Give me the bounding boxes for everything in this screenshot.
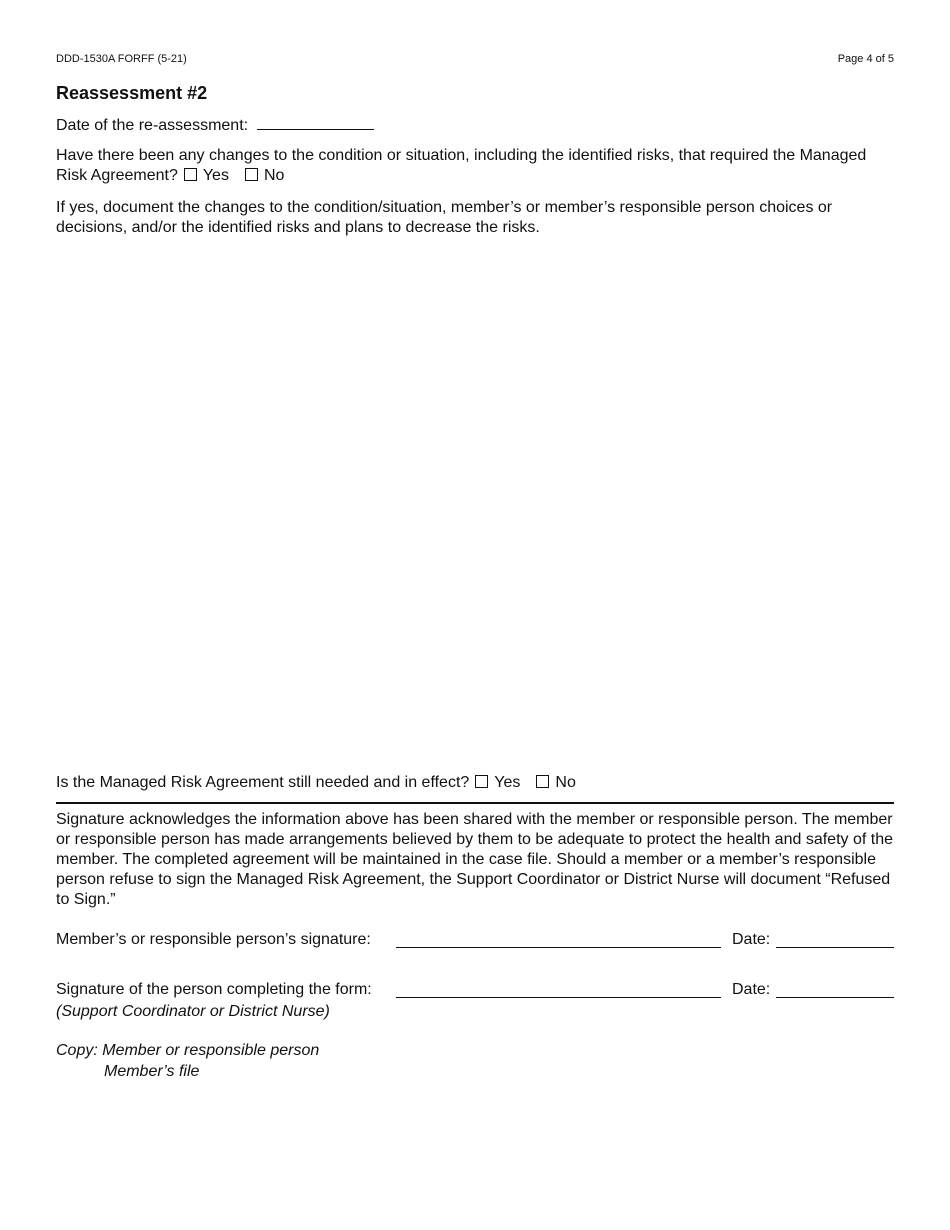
still-needed-question xyxy=(56,773,894,793)
completer-date-field[interactable] xyxy=(776,997,894,998)
page-header xyxy=(56,53,894,67)
completer-signature-label: Signature of the person completing the form: xyxy=(56,981,372,998)
member-signature-label: Member’s or responsible person’s signature: xyxy=(56,931,371,948)
changes-question-text: Have there been any changes to the condition or situation, including the identified risks, that required the Managed Risk Agreement? xyxy=(56,147,867,184)
still-needed-no-checkbox[interactable] xyxy=(536,775,549,788)
still-needed-yes-label: Yes xyxy=(494,774,521,791)
still-needed-question-text: Is the Managed Risk Agreement still needed and in effect? xyxy=(56,774,470,791)
page-number: Page 4 of 5 xyxy=(837,53,894,65)
completer-signature-field[interactable] xyxy=(396,997,721,998)
completer-date-label: Date: xyxy=(732,981,771,998)
changes-question xyxy=(56,146,894,186)
reassessment-date-field[interactable] xyxy=(257,115,374,130)
changes-no-label: No xyxy=(263,167,285,184)
if-yes-instructions: If yes, document the changes to the condition/situation, member’s or member’s responsible person choices or decisions, and/or the identified risks and plans to decrease the risks. xyxy=(56,199,833,236)
changes-yes-label: Yes xyxy=(202,167,229,184)
form-page xyxy=(56,0,894,1230)
member-signature-row xyxy=(56,931,894,953)
still-needed-yes-checkbox[interactable] xyxy=(475,775,488,788)
copy-distribution xyxy=(56,1040,319,1082)
still-needed-no-label: No xyxy=(555,774,576,791)
form-id: DDD-1530A FORFF (5-21) xyxy=(56,53,187,65)
section-title: Reassessment #2 xyxy=(56,83,208,103)
copy-line-2: Member’s file xyxy=(104,1063,200,1080)
reassessment-date-row xyxy=(56,115,894,136)
acknowledgement-text: Signature acknowledges the information above has been shared with the member or responsible person. The member or responsible person has made arrangements believed by them to be adequate to protect the health and safety of the member. The completed agreement will be maintained in the case file. Should a member or a member’s responsible person refuse to sign the Managed Risk Agreement, the Support Coordinator or District Nurse will document “Refused to Sign.” xyxy=(56,811,893,908)
copy-line-1: Copy: Member or responsible person xyxy=(56,1042,320,1059)
member-date-field[interactable] xyxy=(776,947,894,948)
section-divider xyxy=(56,802,894,804)
changes-documentation-area[interactable] xyxy=(56,238,894,758)
member-signature-field[interactable] xyxy=(396,947,721,948)
member-date-label: Date: xyxy=(732,931,771,948)
changes-no-checkbox[interactable] xyxy=(245,168,258,181)
changes-yes-checkbox[interactable] xyxy=(184,168,197,181)
completer-note: (Support Coordinator or District Nurse) xyxy=(56,1003,330,1020)
completer-signature-row xyxy=(56,981,894,1003)
reassessment-date-label: Date of the re-assessment: xyxy=(56,117,249,134)
